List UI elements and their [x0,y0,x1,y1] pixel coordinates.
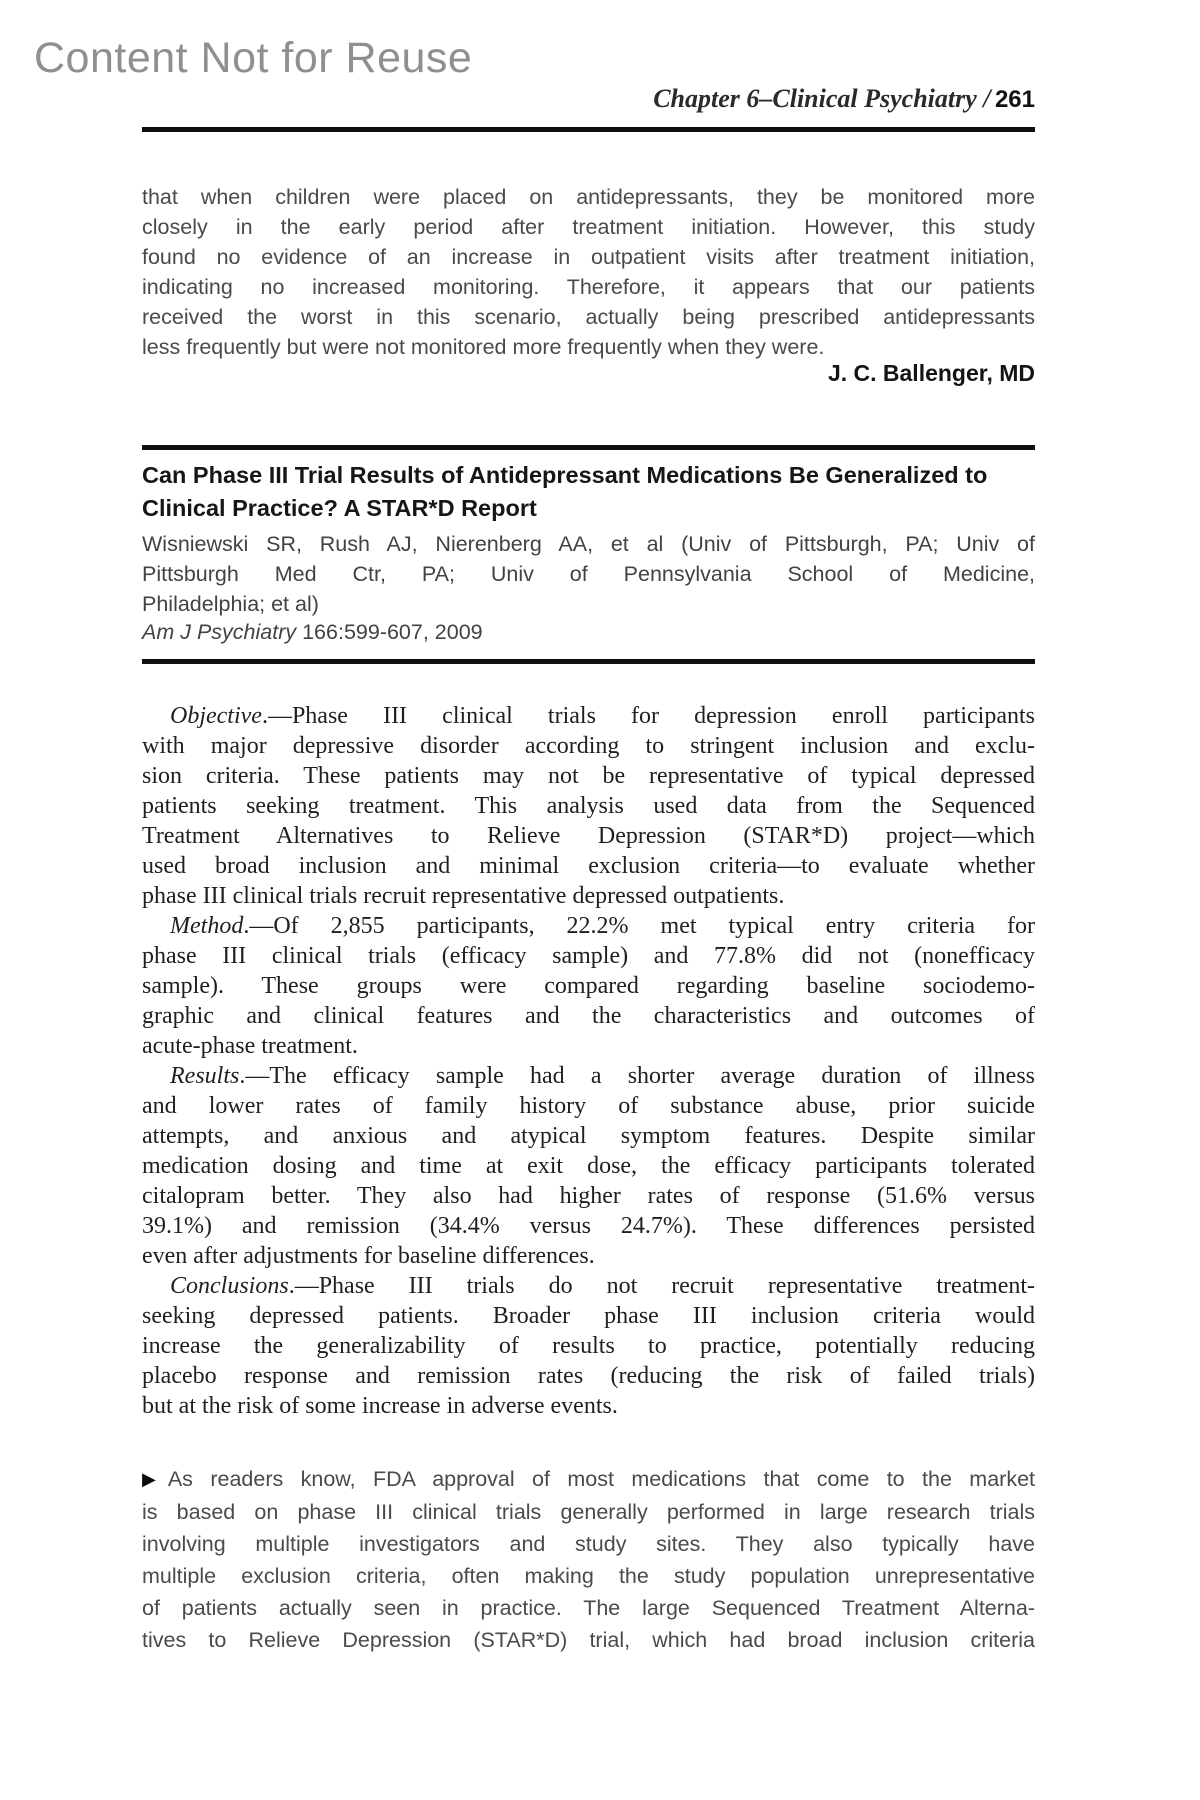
abstract-conclusions-first-line [142,1271,1035,1301]
article-title-lines [142,459,1035,525]
bottom-commentary-paragraph [142,1463,1035,1656]
text-line: involving multiple investigators and study sites. They also typically have [142,1532,1035,1556]
text-line: Wisniewski SR, Rush AJ, Nierenberg AA, et al (Univ of Pittsburgh, PA; Univ of [142,532,1035,556]
journal-name: Am J Psychiatry [142,620,297,644]
watermark-text: Content Not for Reuse [34,34,473,82]
text-line: that when children were placed on antidepressants, they be monitored more [142,185,1035,209]
bottom-commentary-first-text: As readers know, FDA approval of most medications that come to the market [167,1467,1035,1491]
text-line: graphic and clinical features and the characteristics and outcomes of [142,1003,1035,1029]
top-commentary-paragraph [142,182,1035,362]
abstract-results-first-line [142,1061,1035,1091]
article-author-lines [142,529,1035,619]
text-line: acute-phase treatment. [142,1033,358,1059]
article-citation [142,620,1035,645]
abstract-conclusions [142,1271,1035,1421]
page-header [142,84,1035,114]
text-line: increase the generalizability of results to practice, potentially reducing [142,1333,1035,1359]
abstract-method [142,911,1035,1061]
text-line: found no evidence of an increase in outpatient visits after treatment initiation, [142,245,1035,269]
text-line: multiple exclusion criteria, often making the study population unrepresentative [142,1564,1035,1588]
abstract-objective [142,701,1035,911]
abstract-conclusions-lines [142,1301,1035,1421]
text-line: placebo response and remission rates (reducing the risk of failed trials) [142,1363,1035,1389]
text-line: Can Phase III Trial Results of Antidepressant Medications Be Generalized to [142,462,988,488]
text-line: received the worst in this scenario, actually being prescribed antidepressants [142,305,1035,329]
article-title [142,459,1035,525]
abstract-objective-first-line [142,701,1035,731]
results-first-rest: .—The efficacy sample had a shorter average duration of illness [239,1063,1035,1089]
text-line: even after adjustments for baseline differences. [142,1243,595,1269]
text-line: Philadelphia; et al) [142,592,319,616]
article-rule-top [142,445,1035,450]
text-line: is based on phase III clinical trials generally performed in large research trials [142,1500,1035,1524]
abstract-results [142,1061,1035,1271]
abstract-method-lines [142,941,1035,1061]
abstract-objective-lines [142,731,1035,911]
text-line: Pittsburgh Med Ctr, PA; Univ of Pennsylvania School of Medicine, [142,562,1035,586]
text-line: phase III clinical trials recruit representative depressed outpatients. [142,883,785,909]
method-lead: Method [170,913,244,939]
author-signature: J. C. Ballenger, MD [827,360,1035,386]
text-line: indicating no increased monitoring. Therefore, it appears that our patients [142,275,1035,299]
page-number: 261 [994,86,1035,113]
conclusions-first-rest: .—Phase III trials do not recruit representative treatment- [288,1273,1035,1299]
text-line: with major depressive disorder according to stringent inclusion and exclu- [142,733,1035,759]
bottom-commentary-lines [142,1496,1035,1656]
text-line: attempts, and anxious and atypical symptom features. Despite similar [142,1123,1035,1149]
citation-details: 166:599-607, 2009 [296,620,483,644]
text-line: citalopram better. They also had higher rates of response (51.6% versus [142,1183,1035,1209]
article-rule-bottom [142,659,1035,664]
header-rule [142,127,1035,132]
objective-lead: Objective [170,703,262,729]
text-line: less frequently but were not monitored more frequently when they were. [142,335,825,359]
text-line: phase III clinical trials (efficacy sample) and 77.8% did not (nonefficacy [142,943,1035,969]
objective-first-rest: .—Phase III clinical trials for depression enroll participants [261,703,1035,729]
results-lead: Results [170,1063,240,1089]
text-line: medication dosing and time at exit dose, the efficacy participants tolerated [142,1153,1035,1179]
article-authors [142,529,1035,619]
text-line: closely in the early period after treatment initiation. However, this study [142,215,1035,239]
text-line: of patients actually seen in practice. The large Sequenced Treatment Alterna- [142,1596,1035,1620]
text-line: sample). These groups were compared regarding baseline sociodemo- [142,973,1035,999]
text-line: tives to Relieve Depression (STAR*D) trial, which had broad inclusion criteria [142,1628,1035,1652]
text-line: used broad inclusion and minimal exclusion criteria—to evaluate whether [142,853,1035,879]
text-line: and lower rates of family history of substance abuse, prior suicide [142,1093,1035,1119]
text-line: seeking depressed patients. Broader phase III inclusion criteria would [142,1303,1035,1329]
chapter-title: Chapter 6–Clinical Psychiatry / [653,84,991,113]
abstract-method-first-line [142,911,1035,941]
abstract-block [142,701,1035,1421]
text-line: but at the risk of some increase in adverse events. [142,1393,618,1419]
method-first-rest: .—Of 2,855 participants, 22.2% met typical entry criteria for [243,913,1035,939]
text-line: patients seeking treatment. This analysis used data from the Sequenced [142,793,1035,819]
bottom-commentary-first-line [142,1463,1035,1496]
text-line: Clinical Practice? A STAR*D Report [142,495,537,521]
text-line: Treatment Alternatives to Relieve Depression (STAR*D) project—which [142,823,1035,849]
conclusions-lead: Conclusions [170,1273,289,1299]
abstract-results-lines [142,1091,1035,1271]
commentary-arrow-icon: ▶ [142,1469,156,1489]
text-line: 39.1%) and remission (34.4% versus 24.7%). These differences persisted [142,1213,1035,1239]
top-commentary-lines [142,182,1035,362]
text-line: sion criteria. These patients may not be representative of typical depressed [142,763,1035,789]
